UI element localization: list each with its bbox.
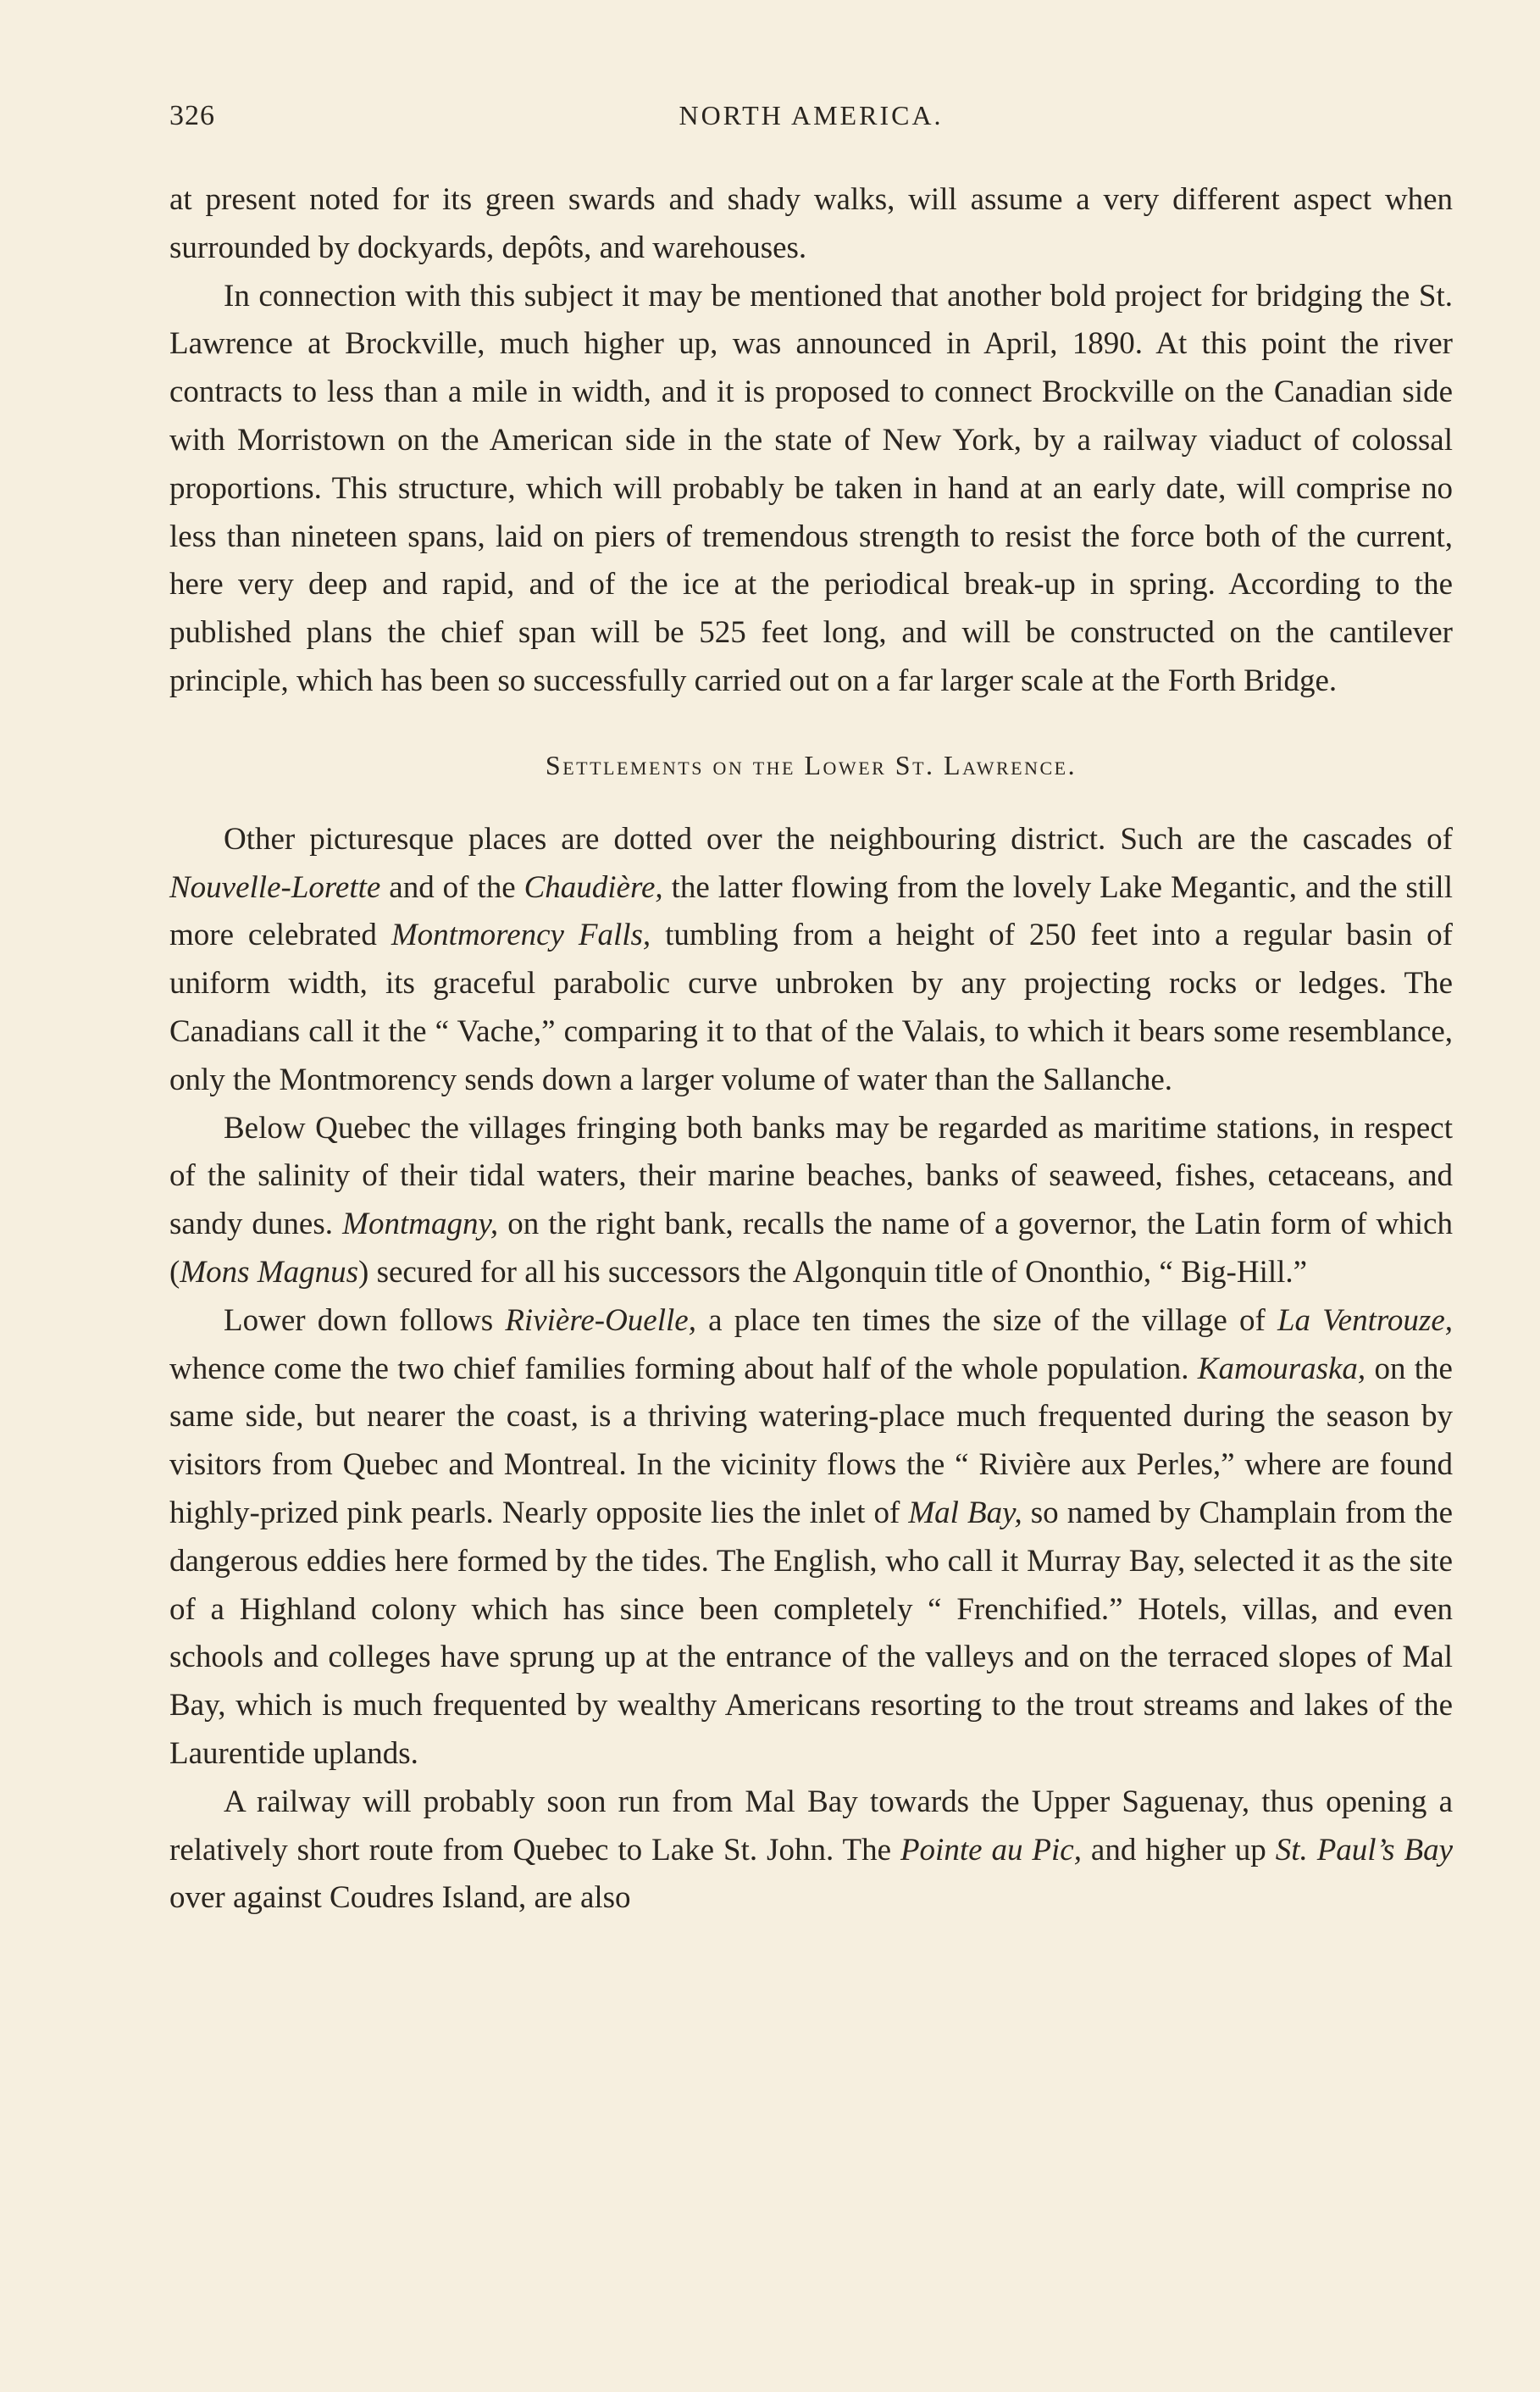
text-run: A railway will probably soon run from Mal Bay towards the Upper Saguenay, thus opening a relatively short route from Quebec to Lake St. John. The bbox=[169, 1784, 1453, 1868]
place-name-italic: Kamouraska, bbox=[1197, 1351, 1366, 1386]
running-head bbox=[169, 100, 1453, 151]
page-number: 326 bbox=[169, 100, 215, 131]
paragraph-lower-down bbox=[169, 1297, 1453, 1779]
paragraph-railway bbox=[169, 1779, 1453, 1923]
place-name-italic: Chaudière, bbox=[523, 869, 663, 905]
place-name-italic: Nouvelle-Lorette bbox=[169, 869, 381, 905]
text-run: whence come the two chief families forming about half of the whole population. bbox=[169, 1351, 1198, 1386]
paragraph-continuation bbox=[169, 176, 1453, 273]
place-name-italic: St. Paul’s Bay bbox=[1275, 1832, 1453, 1868]
text-run: a place ten times the size of the village of bbox=[695, 1302, 1277, 1338]
paragraph-brockville-bridge bbox=[169, 273, 1453, 706]
text-run: so named by Champlain from the dangerous eddies here formed by the tides. The English, who call it Murray Bay, selected it as the site of a Highland colony which has since been completely “ Frenchified.” Hotels, villas, and even schools and colleges have sprung up at the entrance of the valleys and on the terraced slopes of Mal Bay, which is much frequented by wealthy Americans resorting to the trout streams and lakes of the Laurentide uplands. bbox=[169, 1495, 1453, 1771]
text-run: the latter flowing from the lovely Lake Megantic, and the still more celebrated bbox=[169, 869, 1453, 953]
paragraph-picturesque-places bbox=[169, 816, 1453, 1105]
text-run: Below Quebec the villages fringing both banks may be regarded as maritime stations, in respect of the salinity of their tidal waters, their marine beaches, banks of seaweed, fishes, cetaceans, and sandy dunes. bbox=[169, 1110, 1453, 1242]
place-name-italic: Pointe au Pic, bbox=[900, 1832, 1082, 1868]
text-run: tumbling from a height of 250 feet into a regular basin of uniform width, its graceful parabolic curve unbroken by any projecting rocks or ledges. The Canadians call it the “ Vache,” comparing it to that of the Valais, to which it bears some resemblance, only the Montmorency sends down a larger volume of water than the Sallanche. bbox=[169, 918, 1453, 1097]
section-heading: Settlements on the Lower St. Lawrence. bbox=[545, 749, 1077, 780]
text-run: In connection with this subject it may be mentioned that another bold project for bridging the St. Lawrence at Brockville, much higher up, was announced in April, 1890. At this point the river contracts to less than a mile in width, and it is proposed to connect Brockville on the Canadian side with Morristown on the American side in the state of New York, by a railway viaduct of colossal proportions. This structure, which will probably be taken in hand at an early date, will comprise no less than nineteen spans, laid on piers of tremendous strength to resist the force both of the current, here very deep and rapid, and of the ice at the periodical break-up in spring. According to the published plans the chief span will be 525 feet long, and will be constructed on the cantilever principle, which has been so successfully carried out on a far larger scale at the Forth Bridge. bbox=[169, 278, 1453, 698]
text-run: ) secured for all his successors the Algonquin title of Ononthio, “ Big-Hill.” bbox=[358, 1254, 1308, 1290]
text-run: at present noted for its green swards and shady walks, will assume a very different aspect when surrounded by dockyards, depôts, and warehouses. bbox=[169, 182, 1453, 265]
text-run: and of the bbox=[380, 869, 524, 905]
paragraph-below-quebec bbox=[169, 1105, 1453, 1297]
text-run: on the right bank, recalls the name of a governor, the Latin form of which ( bbox=[169, 1207, 1453, 1290]
place-name-italic: Montmorency Falls, bbox=[391, 918, 651, 953]
body-text bbox=[169, 176, 1453, 1923]
text-run: over against Coudres Island, are also bbox=[169, 1880, 631, 1916]
running-title: NORTH AMERICA. bbox=[679, 100, 944, 130]
text-run: and higher up bbox=[1081, 1832, 1276, 1868]
place-name-italic: Montmagny, bbox=[342, 1207, 499, 1242]
place-name-italic: Rivière-Ouelle, bbox=[505, 1302, 696, 1338]
place-name-italic: Mal Bay, bbox=[908, 1495, 1022, 1530]
text-run: Lower down follows bbox=[224, 1302, 506, 1338]
place-name-italic: Mons Magnus bbox=[180, 1254, 359, 1290]
text-run: on the same side, but nearer the coast, is a thriving watering-place much frequented during the season by visitors from Quebec and Montreal. In the vicinity flows the “ Rivière aux Perles,” where are found highly-prized pink pearls. Nearly opposite lies the inlet of bbox=[169, 1351, 1453, 1530]
place-name-italic: La Ventrouze, bbox=[1277, 1302, 1453, 1338]
text-run: Other picturesque places are dotted over the neighbouring district. Such are the cascades of bbox=[224, 821, 1453, 857]
